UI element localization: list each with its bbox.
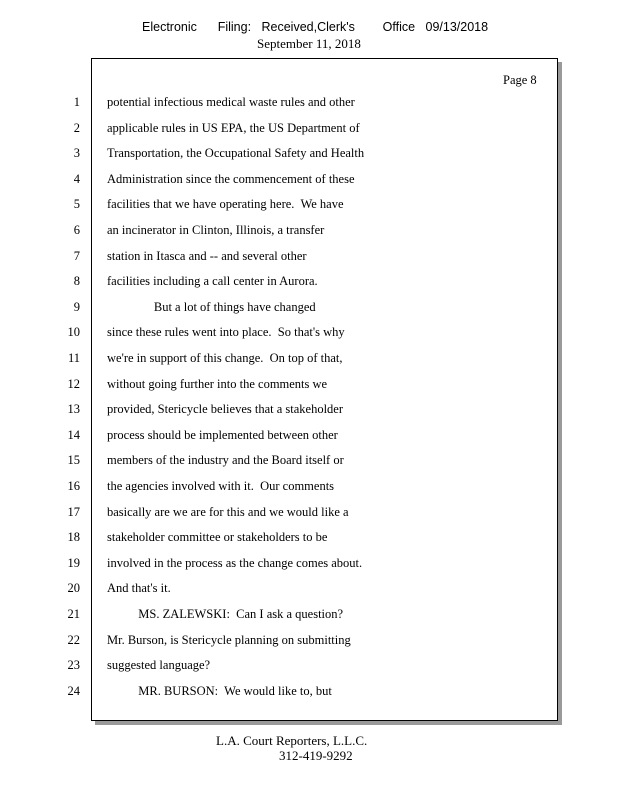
line-number: 12 — [67, 376, 80, 391]
transcript-line: stakeholder committee or stakeholders to be — [107, 530, 328, 545]
line-number: 7 — [73, 248, 80, 263]
transcript-line: facilities including a call center in Aurora. — [107, 274, 318, 289]
transcript-line: facilities that we have operating here. We have — [107, 197, 344, 212]
transcript-line: potential infectious medical waste rules and other — [107, 95, 355, 109]
transcript-line: members of the industry and the Board itself or — [107, 453, 344, 468]
filing-stamp: Electronic Filing: Received,Clerk's Office 09/13/2018 — [142, 20, 489, 34]
line-number: 23 — [67, 658, 80, 673]
line-number: 10 — [67, 325, 80, 340]
line-number: 5 — [73, 197, 80, 212]
transcript-line: provided, Stericycle believes that a stakeholder — [107, 402, 344, 417]
transcript-line: MS. ZALEWSKI: Can I ask a question? — [107, 607, 344, 621]
line-number: 11 — [67, 351, 80, 365]
transcript-line: And that's it. — [107, 581, 171, 596]
transcript-line: involved in the process as the change comes about. — [107, 555, 363, 570]
line-number: 4 — [73, 171, 80, 186]
line-number: 17 — [67, 504, 80, 519]
transcript-line: Transportation, the Occupational Safety and Health — [107, 146, 365, 161]
transcript-line: basically are we are for this and we would like a — [107, 504, 349, 519]
line-number: 2 — [73, 120, 80, 135]
transcript-line: the agencies involved with it. Our comments — [107, 479, 335, 493]
line-number: 6 — [73, 223, 80, 237]
transcript-line: suggested language? — [107, 658, 211, 673]
transcript-line: But a lot of things have changed — [107, 299, 316, 314]
line-number: 8 — [73, 274, 80, 289]
page-number: Page 8 — [503, 73, 537, 87]
line-number: 19 — [67, 555, 80, 570]
transcript-line: MR. BURSON: We would like to, but — [107, 683, 332, 698]
transcript-line: we're in support of this change. On top of that, — [107, 351, 343, 365]
transcript-line: applicable rules in US EPA, the US Department of — [107, 120, 360, 135]
line-number: 14 — [67, 427, 80, 442]
court-reporter-name: L.A. Court Reporters, L.L.C. — [216, 733, 368, 748]
line-number: 20 — [67, 581, 80, 596]
line-number: 22 — [67, 632, 80, 647]
transcript-line: process should be implemented between other — [107, 427, 338, 442]
transcript-line: Administration since the commencement of these — [107, 171, 355, 186]
line-number: 21 — [67, 607, 80, 621]
line-number: 1 — [73, 95, 80, 109]
transcript-line: station in Itasca and -- and several other — [107, 248, 307, 263]
line-number: 15 — [67, 453, 80, 468]
line-number: 9 — [73, 299, 80, 314]
transcript-line: without going further into the comments we — [107, 376, 328, 391]
court-reporter-phone: 312-419-9292 — [279, 748, 353, 763]
transcript-line: Mr. Burson, is Stericycle planning on submitting — [107, 632, 351, 647]
transcript-line: since these rules went into place. So that's why — [107, 325, 345, 340]
line-number: 16 — [67, 479, 80, 493]
line-number: 24 — [67, 683, 80, 698]
line-number: 3 — [73, 146, 80, 161]
transcript-line: an incinerator in Clinton, Illinois, a transfer — [107, 223, 325, 237]
line-number: 13 — [67, 402, 80, 417]
line-number: 18 — [67, 530, 80, 545]
hearing-date: September 11, 2018 — [257, 36, 361, 51]
